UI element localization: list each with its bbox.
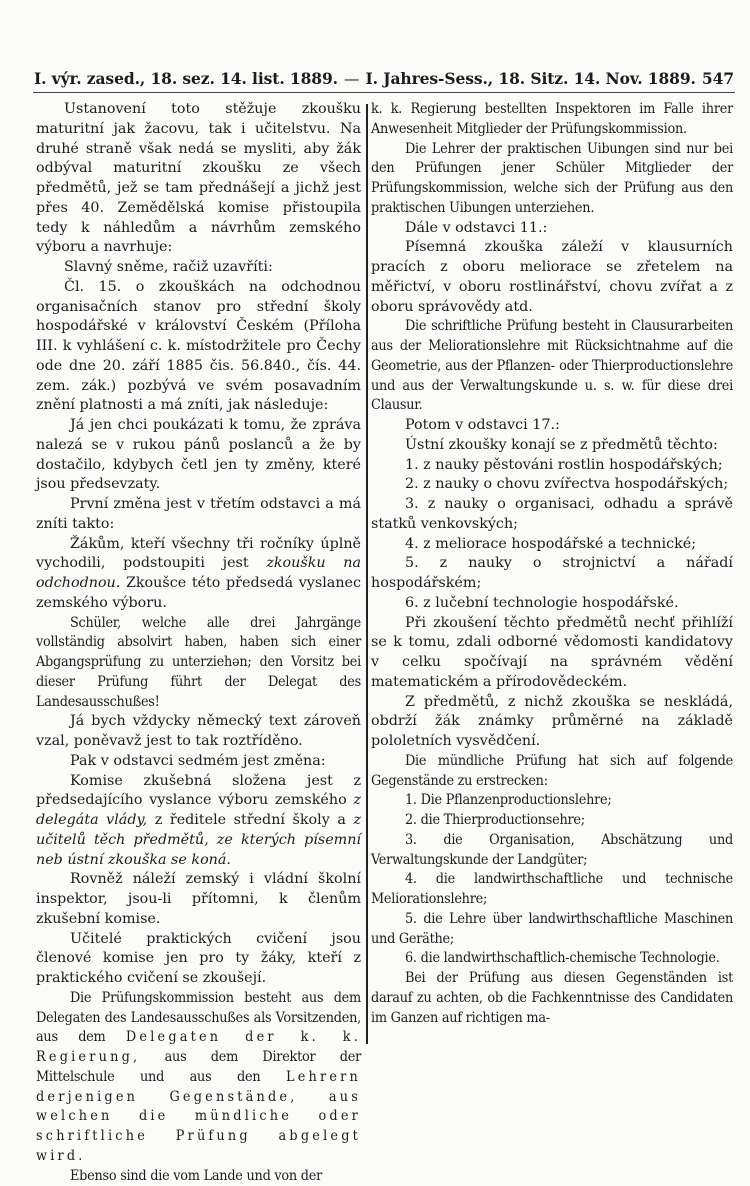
- paragraph: Písemná zkouška záleží v klausurních pracích z oboru meliorace se zřetelem na měřictví, v oboru rostlinářství, chovu zvířat a z oboru správovědy atd.: [371, 238, 733, 317]
- list-item: 1. Die Pflanzenproductionslehre;: [371, 791, 733, 811]
- paragraph: Slavný sněme, račiž uzavříti:: [36, 258, 361, 278]
- list-item: 6. z lučební technologie hospodářské.: [371, 594, 733, 614]
- paragraph-german: Die Lehrer der praktischen Uibungen sind nur bei den Prüfungen jener Schüler Mitglieder der Prüfungskommission, welche sich der Prüfung aus den praktischen Uibungen unterziehen.: [371, 140, 733, 219]
- list-item: 6. die landwirthschaftlich-chemische Technologie.: [371, 949, 733, 969]
- paragraph: Pak v odstavci sedmém jest změna:: [36, 752, 361, 772]
- text: Zkoušce této předsedá vyslanec zemského výboru.: [36, 575, 361, 611]
- running-header: [34, 62, 734, 88]
- text: Die Prüfungskommission besteht aus dem Delegaten des Landesausschußes als Vorsitzenden, aus dem: [36, 990, 361, 1046]
- list-item: 2. die Thierproductionsehre;: [371, 811, 733, 831]
- list-item: 3. die Organisation, Abschätzung und Verwaltungskunde der Landgüter;: [371, 831, 733, 871]
- paragraph-zakum: [36, 535, 361, 614]
- paragraph: První změna jest v třetím odstavci a má zníti takto:: [36, 495, 361, 535]
- list-item: 3. z nauky o organisaci, odhadu a správě statků venkovských;: [371, 495, 733, 535]
- list-item: 4. z meliorace hospodářské a technické;: [371, 535, 733, 555]
- right-column: [371, 100, 733, 1028]
- paragraph: Učitelé praktických cvičení jsou členové komise jen pro ty žáky, kteří z praktického cvičení se zkoušejí.: [36, 930, 361, 989]
- header-rule: [33, 92, 735, 93]
- paragraph: Rovněž náleží zemský i vládní školní inspektor, jsou-li přítomni, k členům zkušební komise.: [36, 870, 361, 929]
- paragraph-german: k. k. Regierung bestellten Inspektoren im Falle ihrer Anwesenheit Mitglieder der Prüfungskommission.: [371, 100, 733, 140]
- paragraph: Při zkoušení těchto předmětů nechť přihlíží se k tomu, zdali odborné vědomosti kandidatovy v celku spočívají na správném vědění matematickém a přírodovědeckém.: [371, 614, 733, 693]
- paragraph: Z předmětů, z nichž zkouška se neskládá, obdrží žák známky průměrné na základě pololetních vysvědčení.: [371, 693, 733, 752]
- paragraph-german: Schüler, welche alle drei Jahrgänge vollständig absolvirt haben, haben sich einer Abgangsprüfung zu unterziehən; den Vorsitz bei dieser Prüfung führt der Delegat des Landesausschußes!: [36, 614, 361, 713]
- text: Žákům, kteří všechny tři ročníky úplně vychodili, podstoupiti jest: [36, 536, 361, 572]
- paragraph-german: Bei der Prüfung aus diesen Gegenständen ist darauf zu achten, ob die Fachkenntnisse des Candidaten im Ganzen auf richtigen ma-: [371, 969, 733, 1028]
- paragraph: Dále v odstavci 11.:: [371, 219, 733, 239]
- spaced-text: Delegaten der k. k. Regierung,: [36, 1029, 361, 1065]
- header-separator: —: [344, 70, 359, 88]
- paragraph: Potom v odstavci 17.:: [371, 416, 733, 436]
- paragraph-german: Ebenso sind die vom Lande und von der: [36, 1167, 361, 1186]
- header-german: I. Jahres-Sess., 18. Sitz. 14. Nov. 1889.: [366, 69, 696, 88]
- text: aus dem Direktor der Mittelschule und aus den: [36, 1049, 361, 1085]
- paragraph: Čl. 15. o zkouškách na odchodnou organisačních stanov pro střední školy hospodářské v království Českém (Příloha III. k vyhlášení c. k. místodržitele pro Čechy ode dne 20. září 1885 čis. 56.840., čís. 44. zem. zák.) pozbývá ve svém posavadním znění platnosti a má zníti, jak následuje:: [36, 278, 361, 416]
- paragraph: Ustanovení toto stěžuje zkoušku maturitní jak žacovu, tak i učitelstvu. Na druhé straně však nedá se mysliti, aby žák odbýval maturitní zkoušku ze všech předmětů, jež se tam přednášejí a jichž jest přes 40. Zemědělská komise přistoupila tedy k náhledům a návrhům zemského výboru a navrhuje:: [36, 100, 361, 258]
- list-item: 5. die Lehre über landwirthschaftliche Maschinen und Geräthe;: [371, 910, 733, 950]
- italic-text: zkoušku na odchodnou.: [36, 555, 361, 591]
- italic-text: z učitelů těch předmětů, ze kterých písemní neb ústní zkouška se koná.: [36, 812, 361, 868]
- text: Komise zkušebná složena jest z předsedajícího vyslance výboru zemského: [36, 773, 361, 809]
- paragraph-german: Die schriftliche Prüfung besteht in Clausurarbeiten aus der Meliorationslehre mit Rücksichtnahme auf die Geometrie, aus der Pflanzen- oder Thierproductionslehre und aus der Verwaltungskunde u. s. w. für diese drei Clausur.: [371, 317, 733, 416]
- list-item: 2. z nauky o chovu zvířectva hospodářských;: [371, 475, 733, 495]
- left-column: [36, 100, 361, 1186]
- paragraph: Ústní zkoušky konají se z předmětů těchto:: [371, 436, 733, 456]
- list-item: 1. z nauky pěstováni rostlin hospodářských;: [371, 456, 733, 476]
- column-divider: [366, 104, 368, 1044]
- header-czech: I. výr. zased., 18. sez. 14. list. 1889.: [34, 69, 338, 88]
- list-item: 4. die landwirthschaftliche und technische Meliorationslehre;: [371, 870, 733, 910]
- paragraph: Já jen chci poukázati k tomu, že zpráva nalezá se v rukou pánů poslanců a že by dostačilo, kdybych četl jen ty změny, které jsou předsevzaty.: [36, 416, 361, 495]
- italic-text: z delegáta vlády,: [36, 792, 361, 828]
- paragraph-german: Die mündliche Prüfung hat sich auf folgende Gegenstände zu erstrecken:: [371, 752, 733, 792]
- paragraph-komise: [36, 772, 361, 871]
- paragraph-german: [36, 989, 361, 1167]
- list-item: 5. z nauky o strojnictví a nářadí hospodářském;: [371, 554, 733, 594]
- spaced-text: Lehrern derjenigen Gegenstände, aus welchen die mündliche oder schriftliche Prüfung abgelegt wird.: [36, 1069, 361, 1164]
- paragraph: Já bych vždycky německý text zároveň vzal, poněvavž jest to tak roztříděno.: [36, 712, 361, 752]
- page-number: 547: [702, 69, 734, 88]
- text: z ředitele střední školy a: [147, 812, 353, 828]
